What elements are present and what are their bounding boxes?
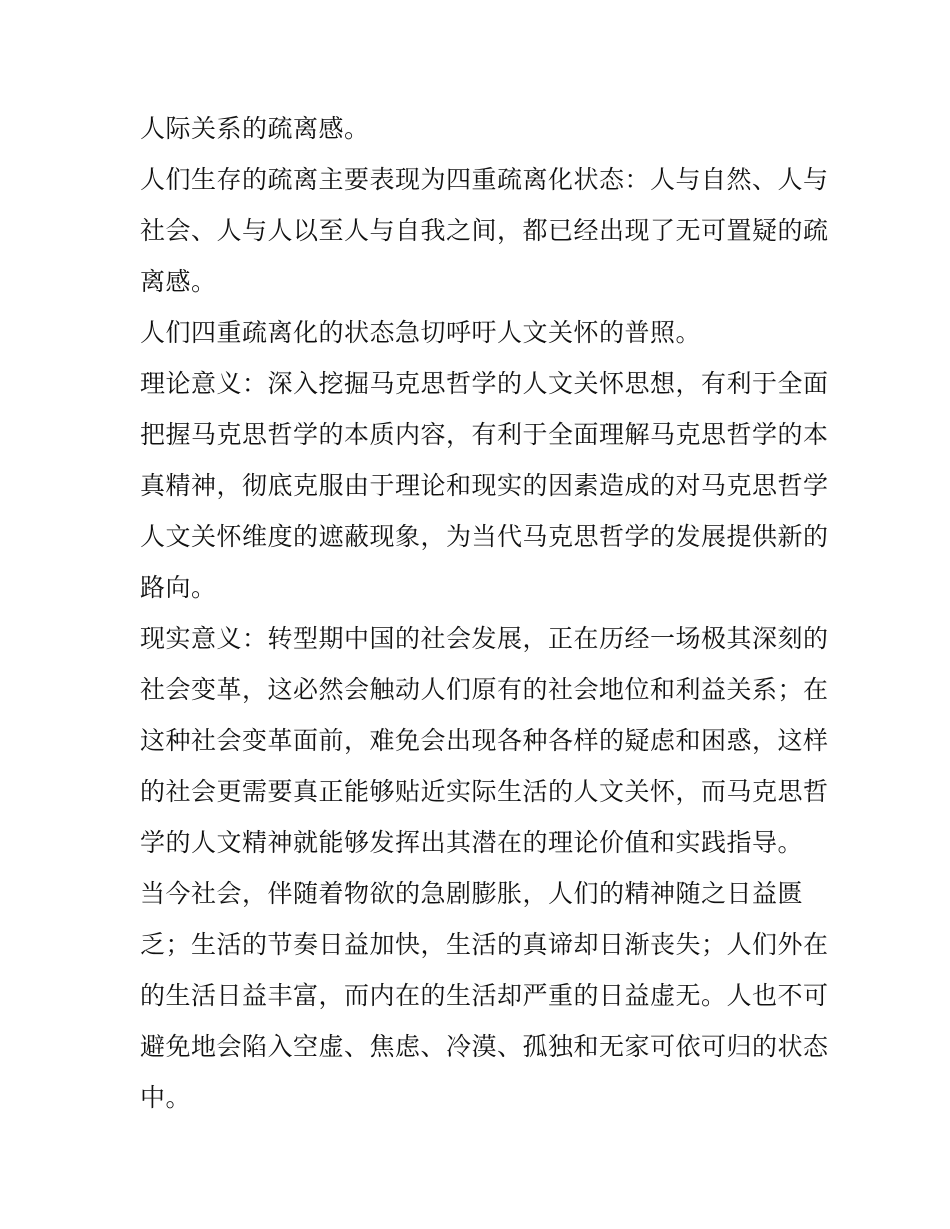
text-line: 社会、人与人以至人与自我之间，都已经出现了无可置疑的疏	[140, 216, 829, 245]
text-line: 人文关怀维度的遮蔽现象，为当代马克思哲学的发展提供新的	[140, 522, 829, 551]
text-line: 离感。	[140, 267, 217, 296]
text-line: 的社会更需要真正能够贴近实际生活的人文关怀，而马克思哲	[140, 777, 829, 806]
text-line: 的生活日益丰富，而内在的生活却严重的日益虚无。人也不可	[140, 981, 829, 1010]
text-line: 学的人文精神就能够发挥出其潜在的理论价值和实践指导。	[140, 828, 804, 857]
text-line: 路向。	[140, 573, 217, 602]
text-line: 现实意义：转型期中国的社会发展，正在历经一场极其深刻的	[140, 624, 829, 653]
text-line: 人们生存的疏离主要表现为四重疏离化状态：人与自然、人与	[140, 165, 829, 194]
text-line: 这种社会变革面前，难免会出现各种各样的疑虑和困惑，这样	[140, 726, 829, 755]
text-line: 人际关系的疏离感。	[140, 114, 370, 143]
text-line: 理论意义：深入挖掘马克思哲学的人文关怀思想，有利于全面	[140, 369, 829, 398]
text-line: 人们四重疏离化的状态急切呼吁人文关怀的普照。	[140, 318, 702, 347]
text-line: 当今社会，伴随着物欲的急剧膨胀，人们的精神随之日益匮	[140, 879, 804, 908]
text-line: 社会变革，这必然会触动人们原有的社会地位和利益关系；在	[140, 675, 829, 704]
text-line: 中。	[140, 1083, 192, 1112]
text-line: 把握马克思哲学的本质内容，有利于全面理解马克思哲学的本	[140, 420, 829, 449]
document-body	[140, 103, 829, 1123]
text-line: 乏；生活的节奏日益加快，生活的真谛却日渐丧失；人们外在	[140, 930, 829, 959]
text-line: 真精神，彻底克服由于理论和现实的因素造成的对马克思哲学	[140, 471, 829, 500]
text-line: 避免地会陷入空虚、焦虑、冷漠、孤独和无家可依可归的状态	[140, 1032, 829, 1061]
